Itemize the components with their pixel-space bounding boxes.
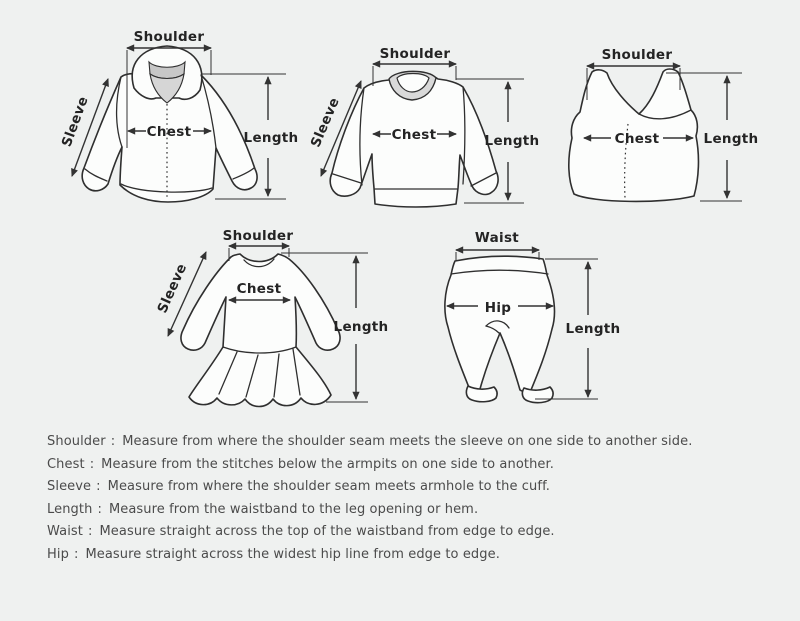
vest-diagram [569, 47, 759, 201]
dress-sleeve-label: Sleeve [154, 261, 191, 316]
definition-term: Sleeve [47, 479, 92, 495]
sweatshirt-length-label: Length [484, 133, 540, 149]
dress-shoulder-label: Shoulder [222, 228, 294, 244]
pants-diagram [445, 230, 621, 403]
definition-text: Measure from where the shoulder seam meets armhole to the cuff. [107, 479, 551, 495]
pants-hip-label: Hip [484, 300, 512, 316]
definition-term: Length [47, 501, 93, 517]
definition-separator: : [96, 479, 101, 495]
definition-text: Measure from the stitches below the armpits on one side to another. [101, 456, 555, 472]
hooded-jacket-sleeve-label: Sleeve [58, 94, 92, 149]
dress-diagram [154, 228, 388, 407]
definition-term: Chest [47, 456, 85, 472]
definition-row-sleeve [47, 476, 767, 499]
dress-length-label: Length [333, 319, 389, 335]
definition-separator: : [89, 456, 95, 472]
pants-left-cuff [466, 386, 497, 402]
sweatshirt-sleeve-label: Sleeve [307, 95, 343, 150]
dress-body-outline [181, 254, 340, 407]
measurement-definitions [47, 431, 767, 567]
vest-chest-label: Chest [614, 131, 660, 147]
pants-body-outline [445, 256, 555, 391]
definition-term: Waist [47, 524, 83, 540]
definition-text: Measure straight across the top of the waistband from edge to edge. [99, 524, 555, 540]
sweatshirt-chest-label: Chest [391, 127, 437, 143]
definition-row-hip [47, 544, 767, 567]
pants-waist-label: Waist [474, 230, 520, 246]
definition-separator: : [87, 524, 93, 540]
definition-row-chest [47, 454, 767, 477]
pants-right-cuff [522, 387, 553, 403]
definition-term: Shoulder [47, 434, 106, 449]
definition-separator: : [110, 434, 116, 449]
vest-shoulder-label: Shoulder [601, 47, 673, 63]
definition-separator: : [73, 546, 79, 562]
hooded-jacket-chest-label: Chest [146, 124, 192, 140]
definition-row-waist [47, 521, 767, 544]
definition-text: Measure from the waistband to the leg opening or hem. [108, 501, 479, 517]
vest-length-label: Length [703, 131, 759, 147]
sweatshirt-diagram [308, 46, 540, 207]
definition-separator: : [97, 501, 102, 517]
definition-term: Hip [47, 546, 69, 562]
dress-chest-label: Chest [236, 281, 282, 297]
hooded-jacket-length-label: Length [243, 130, 299, 146]
hooded-jacket-shoulder-label: Shoulder [133, 29, 205, 45]
definition-text: Measure from where the shoulder seam meets the sleeve on one side to another side. [122, 434, 693, 449]
hooded-jacket-diagram [59, 29, 299, 202]
definition-text: Measure straight across the widest hip line from edge to edge. [85, 546, 500, 562]
definition-row-shoulder [47, 431, 767, 454]
definition-row-length [47, 499, 767, 522]
pants-length-label: Length [565, 321, 621, 337]
sweatshirt-shoulder-label: Shoulder [379, 46, 451, 62]
